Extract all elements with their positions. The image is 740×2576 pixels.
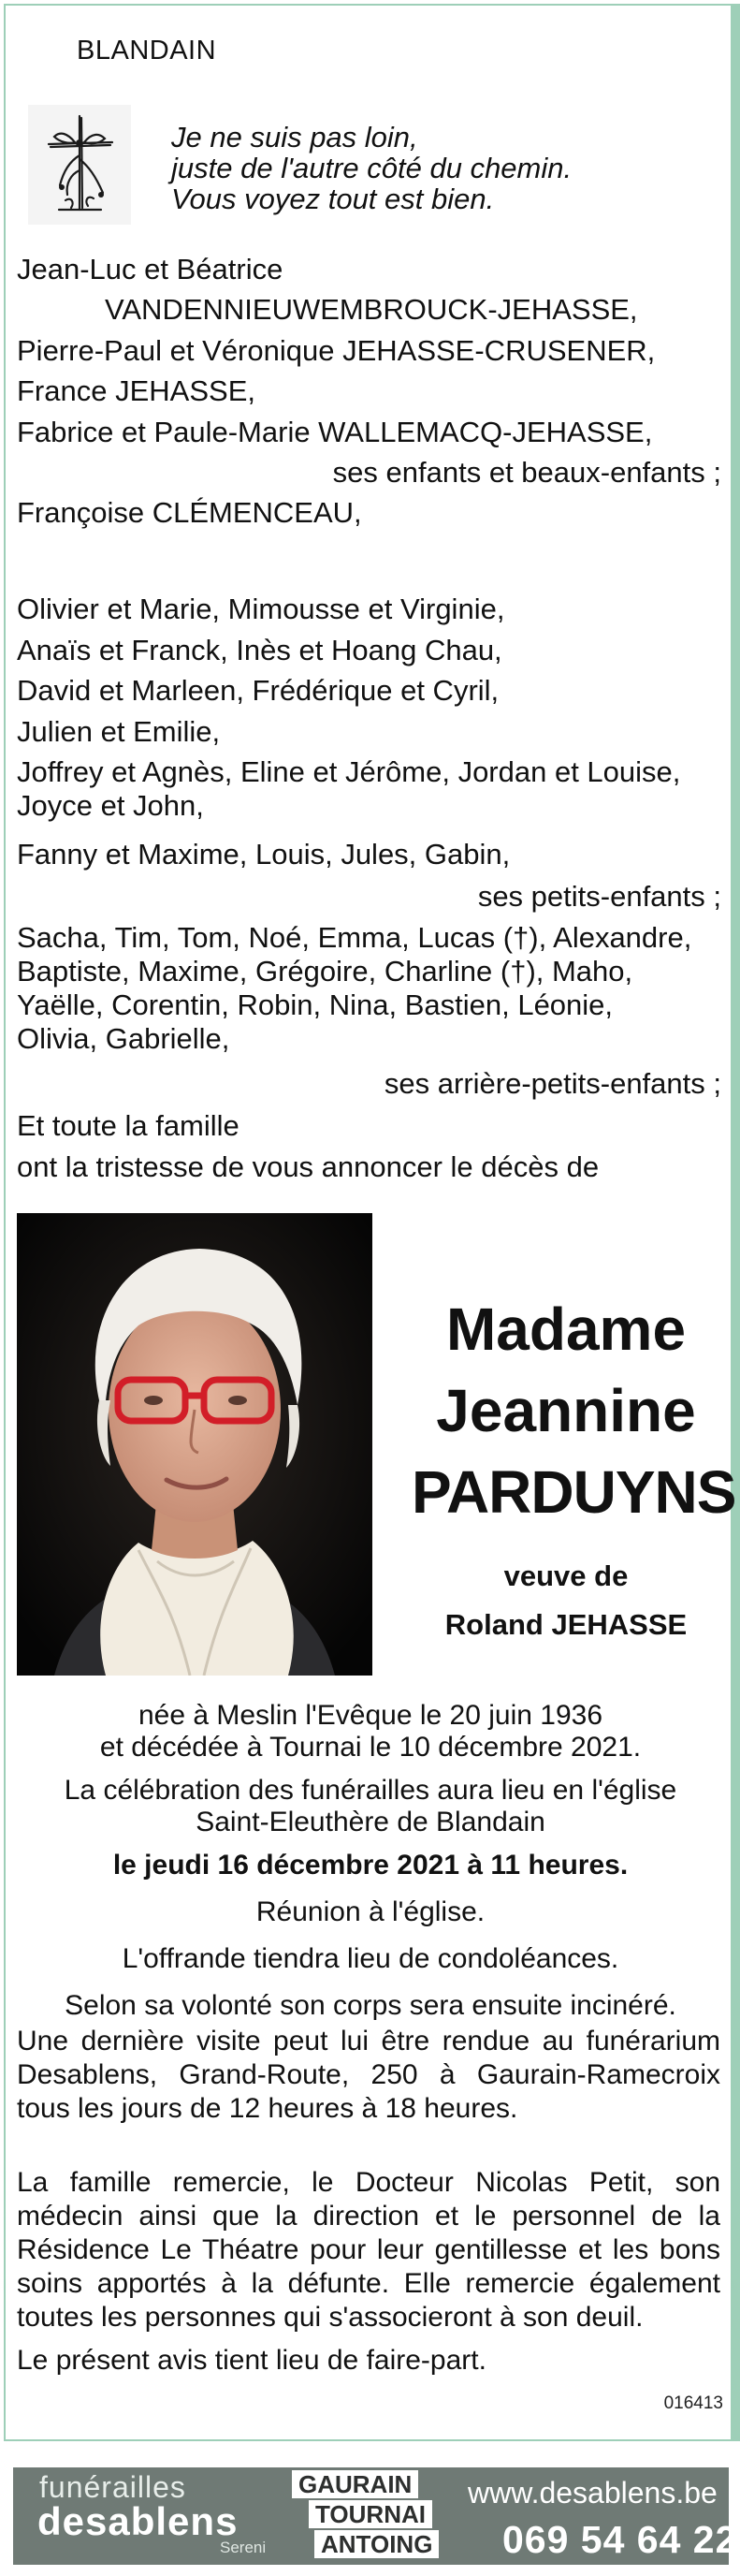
family-role: ses petits-enfants ; [477, 880, 721, 913]
family-line: Françoise CLÉMENCEAU, [17, 496, 362, 529]
family-line: Yaëlle, Corentin, Robin, Nina, Bastien, Léonie, [17, 988, 614, 1021]
brand-logo: desablens [37, 2499, 239, 2543]
location-tournai: TOURNAI [309, 2500, 432, 2528]
birth-info: née à Meslin l'Evêque le 20 juin 1936 [138, 1700, 603, 1731]
offering-info: L'offrande tiendra lieu de condoléances. [122, 1943, 619, 1974]
family-line: Joffrey et Agnès, Eline et Jérôme, Jordan et Louise, [17, 755, 681, 788]
deceased-first-name: Jeannine [436, 1377, 696, 1444]
family-line: Julien et Emilie, [17, 715, 221, 748]
family-line: ont la tristesse de vous annoncer le décès de [17, 1150, 600, 1183]
meeting-info: Réunion à l'église. [255, 1896, 486, 1927]
family-line: Joyce et John, [17, 789, 204, 822]
deceased-last-name: PARDUYNS [412, 1458, 736, 1526]
phone-number[interactable]: 069 54 64 22 [502, 2518, 738, 2561]
website-link[interactable]: www.desablens.be [468, 2476, 718, 2510]
family-line: France JEHASSE, [17, 374, 255, 407]
death-info: et décédée à Tournai le 10 décembre 2021. [99, 1732, 642, 1763]
family-line: Pierre-Paul et Véronique JEHASSE-CRUSENER, [17, 334, 656, 367]
cross-with-flower-icon [28, 105, 131, 225]
family-line: Fabrice et Paule-Marie WALLEMACQ-JEHASSE, [17, 416, 653, 448]
reference-number: 016413 [663, 2393, 723, 2413]
family-line: VANDENNIEUWEMBROUCK-JEHASSE, [105, 293, 638, 326]
family-role: ses enfants et beaux-enfants ; [332, 456, 721, 489]
family-line: Anaïs et Franck, Inès et Hoang Chau, [17, 634, 502, 666]
deceased-title: Madame [445, 1295, 687, 1363]
family-line: Sacha, Tim, Tom, Noé, Emma, Lucas (†), Alexandre, [17, 921, 692, 954]
ceremony-info: La célébration des funérailles aura lieu en l'église [64, 1775, 677, 1806]
location-antoing: ANTOING [314, 2530, 439, 2558]
verse [171, 122, 572, 214]
portrait-photo [17, 1213, 372, 1676]
brand-top: funérailles [39, 2470, 186, 2504]
ceremony-date: le jeudi 16 décembre 2021 à 11 heures. [112, 1850, 629, 1881]
family-role: ses arrière-petits-enfants ; [384, 1067, 721, 1100]
thanks-paragraph: La famille remercie, le Docteur Nicolas Petit, son médecin ainsi que la direction et le personnel de la Résidence Le Théatre pour leur gentillesse et les bons soins apportés à la défunte. Elle remercie également toutes les personnes qui s'associeront à son deuil. [17, 2167, 720, 2333]
verse-line: Vous voyez tout est bien. [171, 183, 495, 215]
cremation-info: Selon sa volonté son corps sera ensuite incinéré. [65, 1990, 676, 2021]
notice-line: Le présent avis tient lieu de faire-part. [17, 2345, 486, 2376]
town-heading: BLANDAIN [77, 36, 217, 66]
family-line: Et toute la famille [17, 1109, 239, 1142]
widow-of-label: veuve de [503, 1559, 629, 1592]
family-line: Baptiste, Maxime, Grégoire, Charline (†), Maho, [17, 955, 633, 988]
family-line: Olivia, Gabrielle, [17, 1022, 230, 1055]
ceremony-church: Saint-Eleuthère de Blandain [196, 1807, 545, 1837]
verse-line: Je ne suis pas loin, [171, 121, 418, 154]
location-gaurain: GAURAIN [292, 2470, 418, 2498]
family-line: Fanny et Maxime, Louis, Jules, Gabin, [17, 838, 511, 871]
spouse-name: Roland JEHASSE [444, 1608, 688, 1641]
family-line: Olivier et Marie, Mimousse et Virginie, [17, 593, 505, 625]
family-line: Jean-Luc et Béatrice [17, 253, 283, 285]
verse-line: juste de l'autre côté du chemin. [171, 152, 573, 184]
visit-paragraph: Une dernière visite peut lui être rendue au funérarium Desablens, Grand-Route, 250 à Gaurain-Ramecroix tous les jours de 12 heures à 18 heures. [17, 2026, 720, 2124]
brand-tagline: Sereni [220, 2539, 267, 2556]
family-line: David et Marleen, Frédérique et Cyril, [17, 674, 500, 707]
